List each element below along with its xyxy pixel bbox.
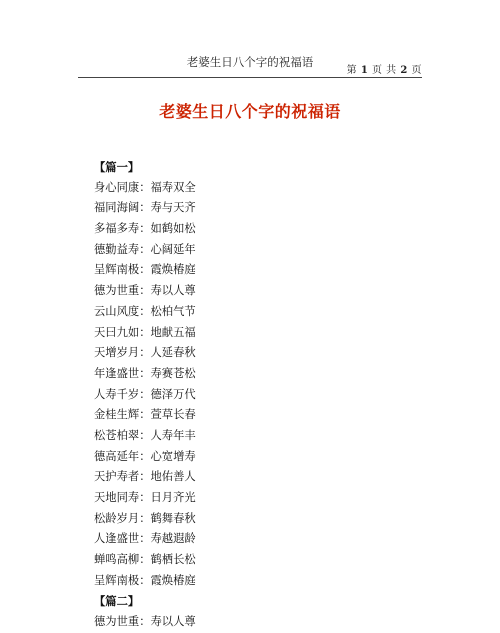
blessing-line: 福同海阔：寿与天齐 <box>94 201 196 215</box>
blessing-line: 天护寿者：地佑善人 <box>94 470 196 484</box>
header-divider <box>78 77 422 78</box>
page-suffix: 页 <box>411 65 422 76</box>
document-title: 老婆生日八个字的祝福语 <box>159 102 341 121</box>
blessing-line: 呈辉南极：霞焕椿庭 <box>94 263 196 277</box>
blessing-line: 松苍柏翠：人寿年丰 <box>94 428 196 442</box>
blessing-line: 蝉鸣高柳：鹤栖长松 <box>94 553 196 567</box>
blessing-line: 呈辉南极：霞焕椿庭 <box>94 573 196 587</box>
blessing-line: 年逢盛世：寿赛苍松 <box>94 366 196 380</box>
running-header-title: 老婆生日八个字的祝福语 <box>186 55 314 69</box>
page-total-number: 2 <box>400 65 408 76</box>
page-indicator <box>347 61 422 76</box>
blessing-line: 松龄岁月：鹤舞春秋 <box>94 511 196 525</box>
blessing-line: 人逢盛世：寿越遐龄 <box>94 532 196 546</box>
section-heading: 【篇二】 <box>94 594 140 609</box>
blessing-line: 德勤益寿：心阔延年 <box>94 242 196 256</box>
blessing-line: 德为世重：寿以人尊 <box>94 284 196 298</box>
blessing-line: 金桂生辉：萱草长春 <box>94 408 196 422</box>
page-current-number: 1 <box>360 65 369 76</box>
blessing-line: 德高延年：心宽增寿 <box>94 449 196 463</box>
blessing-line: 人寿千岁：德泽万代 <box>94 387 196 401</box>
blessing-line: 天曰九如：地献五福 <box>94 325 196 339</box>
page-prefix: 第 <box>346 65 358 76</box>
page-mid-text: 页 共 <box>371 65 397 76</box>
document-body <box>94 157 424 633</box>
blessing-line: 多福多寿：如鹤如松 <box>94 222 196 236</box>
blessing-line: 天增岁月：人延春秋 <box>94 346 196 360</box>
blessing-line: 天地同寿：日月齐光 <box>94 491 196 504</box>
blessing-line: 德为世重：寿以人尊 <box>94 615 196 629</box>
blessing-line: 云山风度：松柏气节 <box>94 304 196 318</box>
section-heading: 【篇一】 <box>94 160 140 174</box>
blessing-line: 身心同康：福寿双全 <box>94 180 196 194</box>
